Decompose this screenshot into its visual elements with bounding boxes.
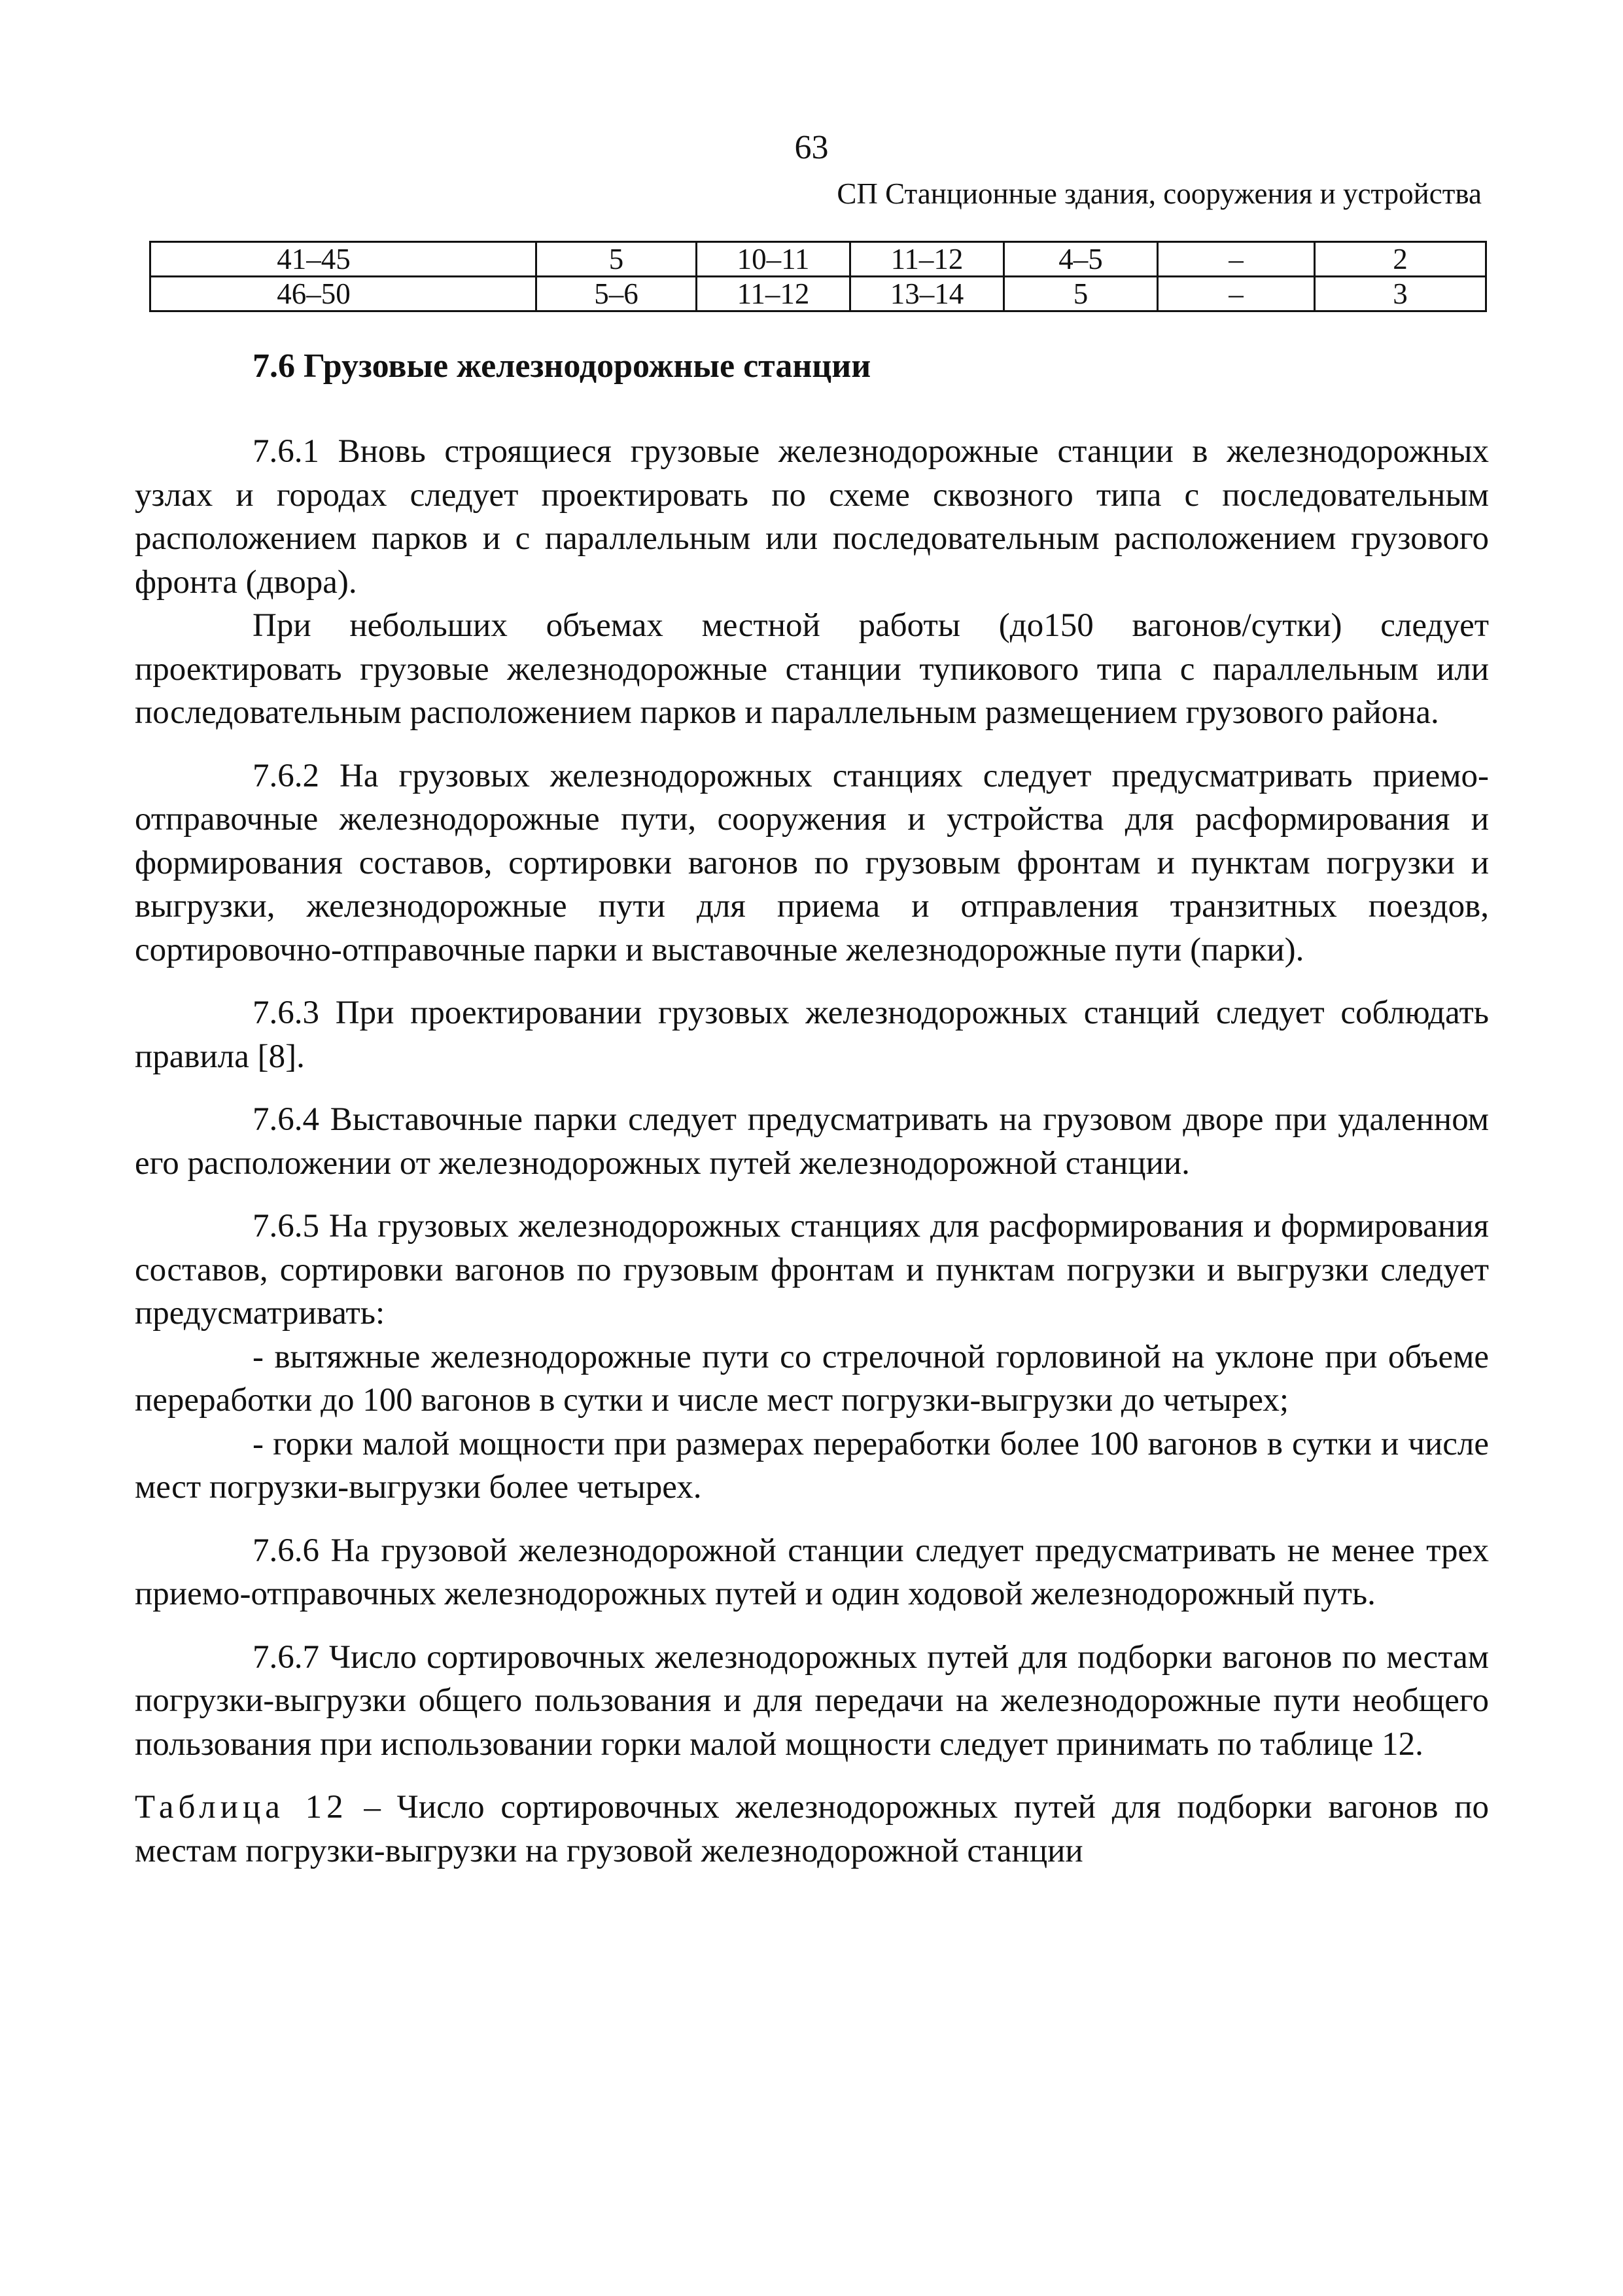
page-number: 63: [794, 129, 829, 166]
table-cell: 2: [1315, 242, 1486, 277]
table-cell: 5: [1004, 277, 1158, 311]
table-cell: 11–12: [697, 277, 850, 311]
table-caption-text: – Число сортировочных железнодорожных путей для подборки вагонов по местам погрузки-выгрузки на грузовой железнодорожной станции: [135, 1789, 1490, 1869]
paragraph-small-volume: При небольших объемах местной работы (до150 вагонов/сутки) следует проектировать грузовые железнодорожные станции тупикового типа с параллельным или последовательным расположением парков и параллельным размещением грузового района.: [135, 607, 1489, 731]
paragraph-7-6-7: 7.6.7 Число сортировочных железнодорожных путей для подборки вагонов по местам погрузки-выгрузки общего пользования и для передачи на железнодорожные пути необщего пользования при использовании горки малой мощности следует принимать по таблице 12.: [135, 1638, 1489, 1763]
list-item: - горки малой мощности при размерах переработки более 100 вагонов в сутки и числе мест погрузки-выгрузки более четырех.: [135, 1425, 1489, 1506]
table-cell: 4–5: [1004, 242, 1158, 277]
paragraph-7-6-5: 7.6.5 На грузовых железнодорожных станциях для расформирования и формирования составов, сортировки вагонов по грузовым фронтам и пунктам погрузки и выгрузки следует предусматривать:: [135, 1208, 1489, 1332]
table-cell: –: [1158, 277, 1315, 311]
table-cell: 5–6: [536, 277, 697, 311]
list-item: - вытяжные железнодорожные пути со стрелочной горловиной на уклоне при объеме переработки до 100 вагонов в сутки и числе мест погрузки-выгрузки до четырех;: [135, 1338, 1489, 1419]
paragraph-7-6-2: 7.6.2 На грузовых железнодорожных станциях следует предусматривать приемо-отправочные железнодорожные пути, сооружения и устройства для расформирования и формирования составов, сортировки вагонов по грузовым фронтам и пунктам погрузки и выгрузки, железнодорожные пути для приема и отправления транзитных поездов, сортировочно-отправочные парки и выставочные железнодорожные пути (парки).: [135, 757, 1489, 968]
paragraph-7-6-6: 7.6.6 На грузовой железнодорожной станции следует предусматривать не менее трех приемо-отправочных железнодорожных путей и один ходовой железнодорожный путь.: [135, 1532, 1489, 1612]
table-cell: 10–11: [697, 242, 850, 277]
paragraph-7-6-4: 7.6.4 Выставочные парки следует предусматривать на грузовом дворе при удаленном его расположении от железнодорожных путей железнодорожной станции.: [135, 1101, 1489, 1182]
table-caption: [135, 1786, 1489, 1873]
running-header: СП Станционные здания, сооружения и устройства: [837, 177, 1482, 210]
table-row: [150, 242, 1486, 277]
continued-table: [149, 241, 1487, 312]
table-caption-label: Таблица 12: [135, 1789, 348, 1826]
document-body: [135, 344, 1489, 1873]
paragraph-7-6-3: 7.6.3 При проектировании грузовых железнодорожных станций следует соблюдать правила [8].: [135, 995, 1489, 1075]
table-row: [150, 277, 1486, 311]
table-cell: 3: [1315, 277, 1486, 311]
table-cell: –: [1158, 242, 1315, 277]
table-cell: 11–12: [850, 242, 1004, 277]
table-cell: 41–45: [150, 242, 536, 277]
paragraph-7-6-1: 7.6.1 Вновь строящиеся грузовые железнодорожные станции в железнодорожных узлах и городах следует проектировать по схеме сквозного типа с последовательным расположением парков и с параллельным или последовательным расположением грузового фронта (двора).: [135, 433, 1489, 601]
table-cell: 5: [536, 242, 697, 277]
section-heading: 7.6 Грузовые железнодорожные станции: [253, 347, 871, 385]
table-cell: 13–14: [850, 277, 1004, 311]
table-cell: 46–50: [150, 277, 536, 311]
